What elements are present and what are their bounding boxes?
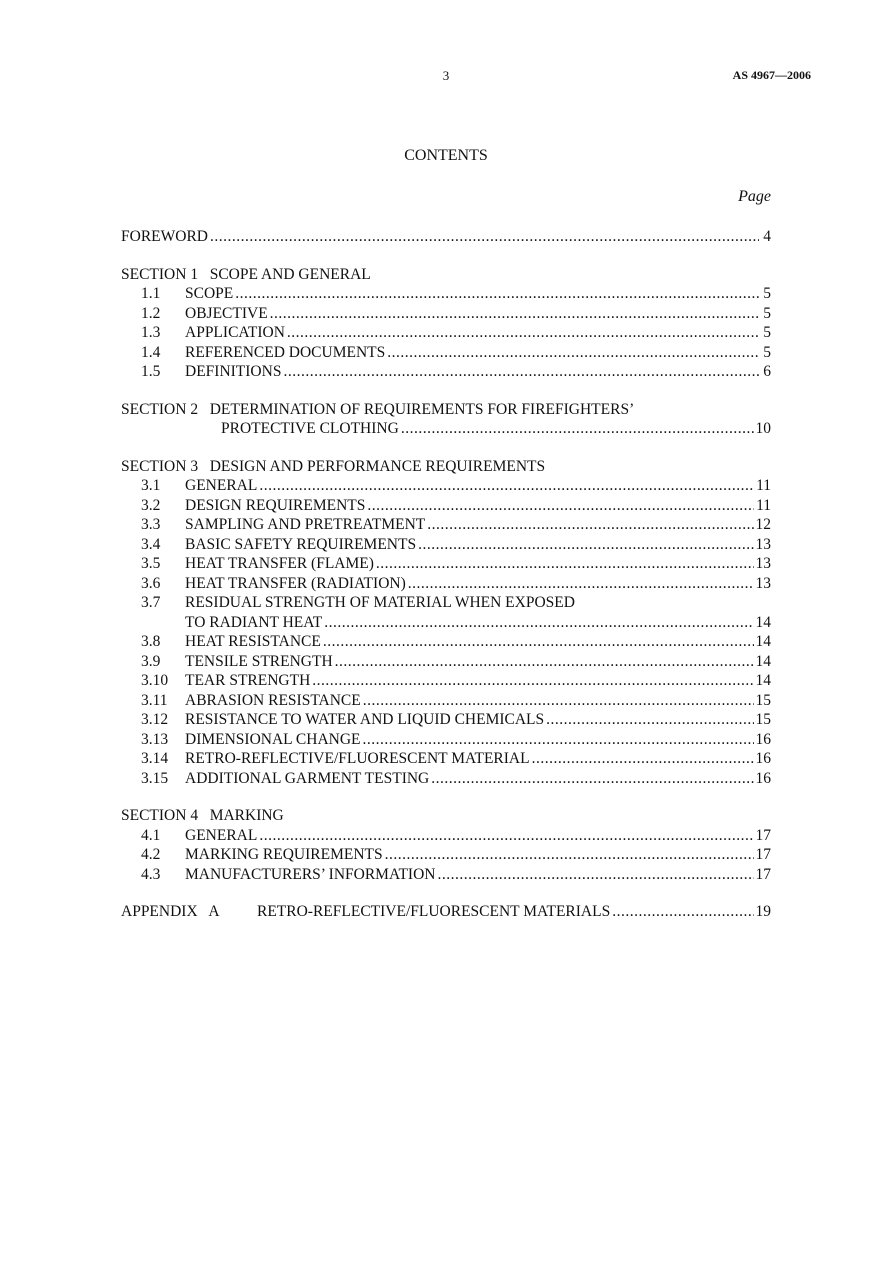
page-column-label: Page bbox=[738, 188, 771, 205]
toc-entry[interactable] bbox=[121, 285, 771, 305]
toc-entry[interactable] bbox=[121, 866, 771, 886]
toc-entry[interactable] bbox=[121, 324, 771, 344]
toc-entry-number: 3.6 bbox=[141, 574, 161, 592]
section-heading-text: SECTION 3 DESIGN AND PERFORMANCE REQUIREMENTS bbox=[121, 457, 546, 475]
section-heading bbox=[121, 401, 771, 421]
toc-entry[interactable] bbox=[121, 555, 771, 575]
leader-dots bbox=[367, 497, 754, 515]
toc-entry-number: 3.5 bbox=[141, 555, 161, 572]
toc-entry-number: 3.2 bbox=[141, 496, 161, 514]
toc-page-number: 13 bbox=[755, 574, 771, 592]
toc-entry[interactable] bbox=[121, 770, 771, 790]
table-of-contents bbox=[121, 228, 771, 923]
page-title: CONTENTS bbox=[404, 147, 488, 164]
section-heading bbox=[121, 266, 771, 286]
toc-page-number: 19 bbox=[755, 903, 771, 920]
toc-entry-number: 3.8 bbox=[141, 633, 161, 650]
toc-page-number: 5 bbox=[763, 304, 771, 322]
toc-entry-text: GENERAL bbox=[185, 826, 258, 844]
toc-entry[interactable] bbox=[121, 344, 771, 364]
toc-entry[interactable] bbox=[121, 594, 771, 614]
toc-entry-number: 1.1 bbox=[141, 285, 161, 302]
toc-entry-text: TO RADIANT HEAT bbox=[185, 613, 323, 631]
toc-page-number: 13 bbox=[755, 555, 771, 572]
toc-entry-number: 3.11 bbox=[141, 691, 168, 709]
leader-dots bbox=[259, 477, 754, 495]
toc-entry-text: ADDITIONAL GARMENT TESTING bbox=[185, 769, 430, 787]
leader-dots bbox=[427, 516, 753, 534]
toc-page-number: 11 bbox=[756, 496, 771, 514]
leader-dots bbox=[283, 363, 759, 381]
toc-entry-appendix[interactable] bbox=[121, 903, 771, 923]
section-heading-text: SECTION 2 DETERMINATION OF REQUIREMENTS FOR FIREFIGHTERS’ bbox=[121, 400, 635, 418]
toc-page-number: 16 bbox=[755, 750, 771, 767]
toc-entry-continuation[interactable] bbox=[121, 614, 771, 634]
leader-dots bbox=[546, 711, 753, 729]
leader-dots bbox=[612, 903, 753, 921]
toc-page-number: 16 bbox=[755, 769, 771, 787]
toc-entry-text: RESIDUAL STRENGTH OF MATERIAL WHEN EXPOSED bbox=[185, 594, 575, 611]
leader-dots bbox=[335, 653, 754, 671]
toc-entry-number: 4.1 bbox=[141, 826, 161, 844]
toc-entry-number: 3.9 bbox=[141, 652, 161, 670]
toc-entry-text: RETRO-REFLECTIVE/FLUORESCENT MATERIALS bbox=[257, 903, 611, 920]
toc-page-number: 11 bbox=[756, 477, 771, 494]
section-heading bbox=[121, 807, 771, 827]
leader-dots bbox=[259, 827, 753, 845]
leader-dots bbox=[287, 324, 759, 342]
toc-entry-number: 4.2 bbox=[141, 846, 161, 863]
toc-page-number: 13 bbox=[755, 535, 771, 553]
toc-entry-number: 3.14 bbox=[141, 750, 169, 767]
toc-entry-text: PROTECTIVE CLOTHING bbox=[221, 420, 399, 437]
leader-dots bbox=[323, 633, 754, 651]
leader-dots bbox=[532, 750, 754, 768]
toc-entry-text: DIMENSIONAL CHANGE bbox=[185, 730, 361, 748]
toc-entry[interactable] bbox=[121, 750, 771, 770]
toc-entry-text: TEAR STRENGTH bbox=[185, 672, 311, 689]
toc-entry[interactable] bbox=[121, 516, 771, 536]
toc-entry-number: 3.1 bbox=[141, 477, 161, 494]
toc-page-number: 5 bbox=[763, 343, 771, 361]
toc-entry-number: 3.12 bbox=[141, 711, 169, 728]
toc-entry-text: APPLICATION bbox=[185, 324, 285, 341]
leader-dots bbox=[408, 575, 754, 593]
toc-entry-text: REFERENCED DOCUMENTS bbox=[185, 343, 386, 361]
toc-page-number: 14 bbox=[755, 613, 771, 631]
toc-entry-number: 3.15 bbox=[141, 769, 169, 787]
toc-page-number: 15 bbox=[755, 711, 771, 728]
leader-dots bbox=[437, 866, 753, 884]
toc-page-number: 5 bbox=[763, 285, 771, 302]
appendix-label: APPENDIX A bbox=[121, 903, 220, 920]
leader-dots bbox=[324, 614, 753, 632]
toc-entry[interactable] bbox=[121, 497, 771, 517]
toc-page-number: 17 bbox=[755, 865, 771, 883]
toc-page-number: 12 bbox=[755, 516, 771, 533]
toc-entry-number: 3.10 bbox=[141, 672, 169, 689]
toc-entry-text: ABRASION RESISTANCE bbox=[185, 691, 361, 709]
toc-entry-number: 3.13 bbox=[141, 730, 169, 748]
toc-entry[interactable] bbox=[121, 711, 771, 731]
toc-entry[interactable] bbox=[121, 827, 771, 847]
toc-entry[interactable] bbox=[121, 672, 771, 692]
toc-page-number: 14 bbox=[755, 672, 771, 689]
leader-dots bbox=[210, 228, 759, 246]
toc-entry-text: HEAT TRANSFER (FLAME) bbox=[185, 555, 374, 572]
toc-entry-text: MANUFACTURERS’ INFORMATION bbox=[185, 865, 436, 883]
toc-entry[interactable] bbox=[121, 692, 771, 712]
toc-entry-number: 4.3 bbox=[141, 865, 161, 883]
section-heading-text: SECTION 4 MARKING bbox=[121, 807, 284, 824]
toc-entry-number: 3.7 bbox=[141, 594, 161, 611]
toc-page-number: 17 bbox=[755, 846, 771, 863]
toc-entry[interactable] bbox=[121, 731, 771, 751]
leader-dots bbox=[235, 285, 759, 303]
toc-page-number: 14 bbox=[755, 652, 771, 670]
leader-dots bbox=[385, 846, 754, 864]
toc-entry[interactable] bbox=[121, 653, 771, 673]
page-number: 3 bbox=[442, 68, 450, 83]
toc-entry-number: 3.4 bbox=[141, 535, 161, 553]
toc-page-number: 10 bbox=[755, 420, 771, 437]
toc-entry-text: MARKING REQUIREMENTS bbox=[185, 846, 383, 863]
toc-entry-text: DESIGN REQUIREMENTS bbox=[185, 496, 366, 514]
leader-dots bbox=[270, 305, 759, 323]
toc-entry-foreword[interactable] bbox=[121, 228, 771, 248]
toc-entry-number: 1.2 bbox=[141, 304, 161, 322]
leader-dots bbox=[418, 536, 753, 554]
toc-entry-text: SCOPE bbox=[185, 285, 234, 302]
toc-entry[interactable] bbox=[121, 575, 771, 595]
toc-entry-text: RESISTANCE TO WATER AND LIQUID CHEMICALS bbox=[185, 711, 545, 728]
toc-entry-text: RETRO-REFLECTIVE/FLUORESCENT MATERIAL bbox=[185, 750, 530, 767]
toc-page-number: 5 bbox=[763, 324, 771, 341]
toc-entry-number: 3.3 bbox=[141, 516, 161, 533]
toc-page-number: 17 bbox=[755, 826, 771, 844]
section-heading-text: SECTION 1 SCOPE AND GENERAL bbox=[121, 265, 371, 283]
standard-designation: AS 4967—2006 bbox=[732, 68, 811, 82]
leader-dots bbox=[387, 344, 759, 362]
toc-entry[interactable] bbox=[121, 363, 771, 383]
toc-page-number: 6 bbox=[763, 363, 771, 380]
toc-entry-text: FOREWORD bbox=[121, 228, 208, 245]
leader-dots bbox=[363, 731, 754, 749]
toc-entry-text: OBJECTIVE bbox=[185, 304, 268, 322]
leader-dots bbox=[431, 770, 753, 788]
toc-page-number: 16 bbox=[755, 730, 771, 748]
toc-entry-text: DEFINITIONS bbox=[185, 363, 282, 380]
toc-entry-text: BASIC SAFETY REQUIREMENTS bbox=[185, 535, 417, 553]
toc-entry-section-2[interactable] bbox=[121, 420, 771, 440]
toc-entry-text: HEAT TRANSFER (RADIATION) bbox=[185, 574, 406, 592]
leader-dots bbox=[376, 555, 754, 573]
leader-dots bbox=[312, 672, 753, 690]
toc-entry[interactable] bbox=[121, 305, 771, 325]
toc-entry-text: TENSILE STRENGTH bbox=[185, 652, 333, 670]
toc-entry[interactable] bbox=[121, 633, 771, 653]
toc-entry[interactable] bbox=[121, 536, 771, 556]
toc-entry-number: 1.5 bbox=[141, 363, 161, 380]
toc-page-number: 14 bbox=[755, 633, 771, 650]
toc-page-number: 4 bbox=[763, 228, 771, 245]
toc-page-number: 15 bbox=[755, 691, 771, 709]
toc-entry-text: SAMPLING AND PRETREATMENT bbox=[185, 516, 426, 533]
leader-dots bbox=[401, 420, 754, 438]
toc-entry-text: HEAT RESISTANCE bbox=[185, 633, 321, 650]
toc-entry-number: 1.4 bbox=[141, 343, 161, 361]
toc-entry[interactable] bbox=[121, 477, 771, 497]
section-heading bbox=[121, 458, 771, 478]
toc-entry[interactable] bbox=[121, 846, 771, 866]
toc-entry-number: 1.3 bbox=[141, 324, 161, 341]
leader-dots bbox=[363, 692, 754, 710]
toc-entry-text: GENERAL bbox=[185, 477, 258, 494]
